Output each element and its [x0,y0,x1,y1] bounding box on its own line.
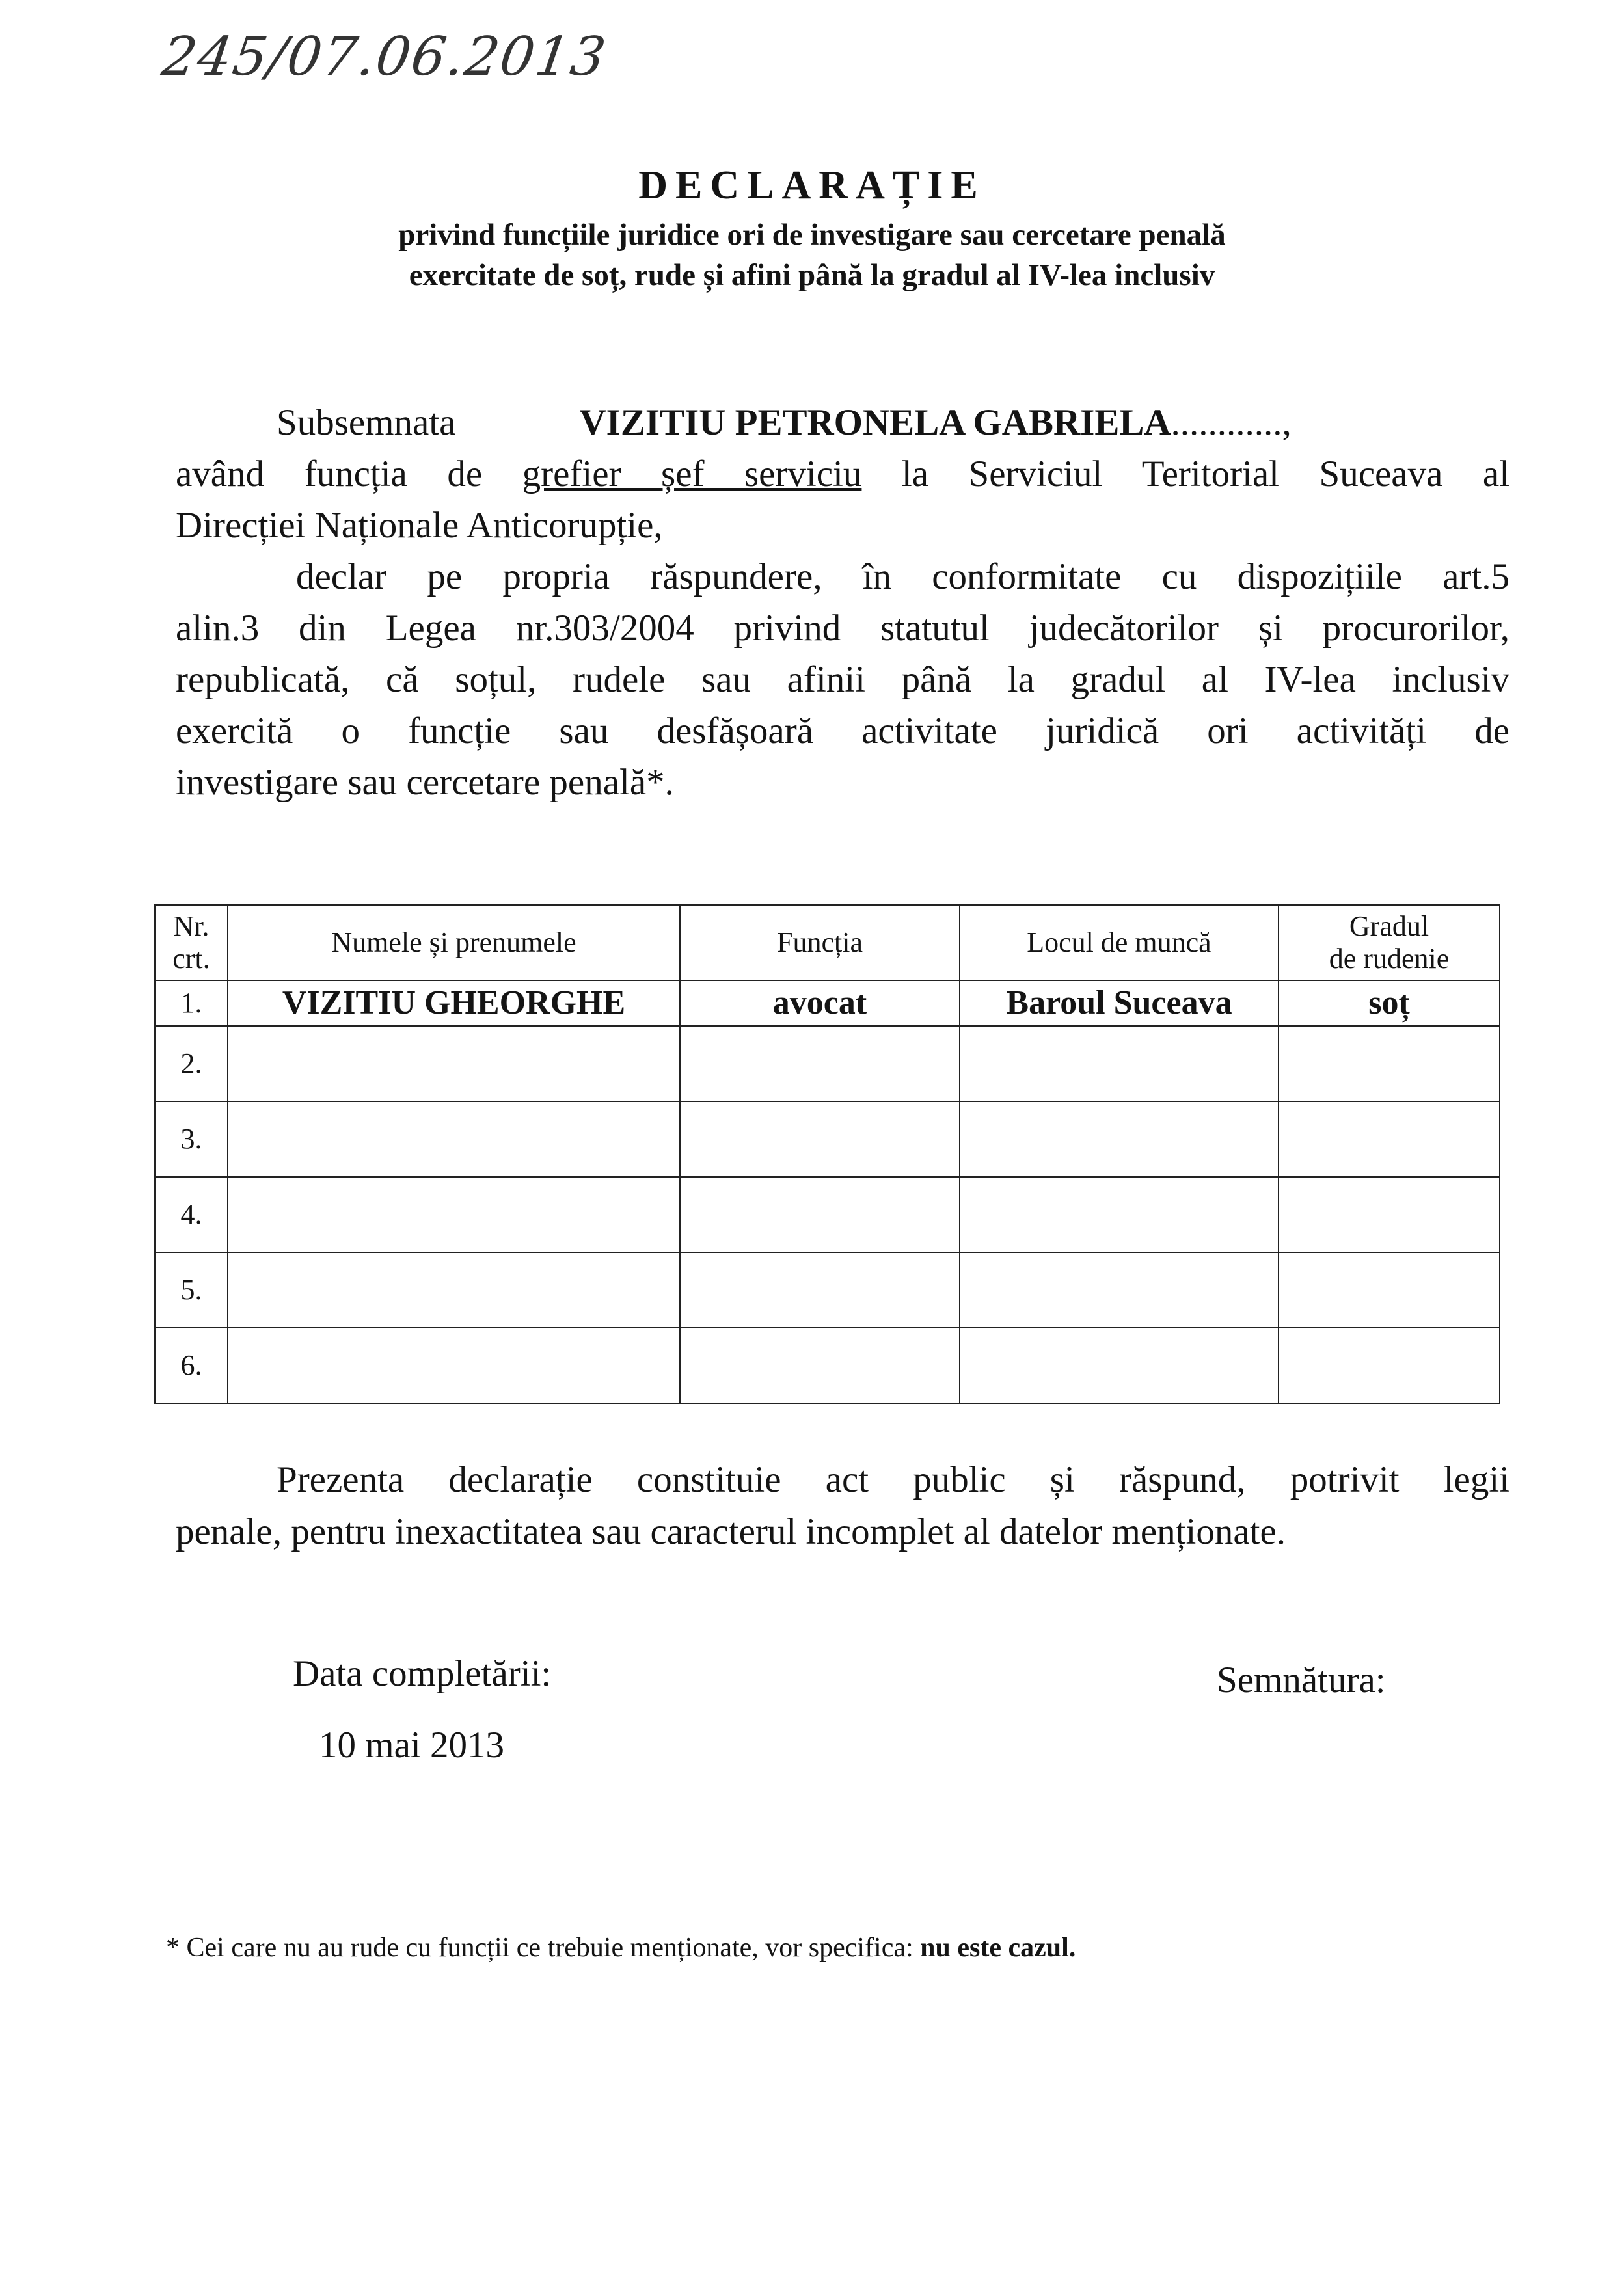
declarant-line [176,397,1509,448]
header-function: Funcția [680,905,960,980]
statement-line-4: exercită o funcție sau desfășoară activitate juridică ori activități de [176,710,1509,751]
header-name: Numele și prenumele [228,905,680,980]
cell-workplace [960,1026,1279,1101]
cell-workplace: Baroul Suceava [960,980,1279,1026]
date-value: 10 mai 2013 [319,1725,504,1766]
position-suffix: la Serviciul Teritorial Suceava al [901,453,1510,494]
table-row [155,1101,1500,1177]
subtitle-line-2: exercitate de soț, rude și afini până la gradul al IV-lea inclusiv [409,258,1215,292]
cell-degree [1279,1252,1500,1328]
footnote-bold: nu este cazul. [920,1933,1076,1963]
closing-statement [176,1454,1509,1558]
cell-name [228,1177,680,1252]
cell-workplace [960,1252,1279,1328]
cell-nr: 1. [155,980,228,1026]
closing-line-2: penale, pentru inexactitatea sau caracterul incomplet al datelor menționate. [176,1511,1286,1552]
date-label: Data completării: [293,1653,552,1694]
position-prefix: având funcția de [176,453,483,494]
header-nr: Nr. crt. [155,905,228,980]
declaration-body [176,397,1509,808]
cell-nr: 3. [155,1101,228,1177]
handwritten-registration-note: 245/07.06.2013 [158,26,611,88]
cell-nr: 6. [155,1328,228,1403]
statement-line-1: declar pe propria răspundere, în conformitate cu dispozițiile art.5 [296,556,1509,597]
cell-name [228,1328,680,1403]
statement-line-5: investigare sau cercetare penală*. [176,762,674,803]
table-header-row [155,905,1500,980]
cell-degree [1279,1328,1500,1403]
declarant-dots: ............, [1171,402,1292,443]
cell-name [228,1252,680,1328]
relatives-table [154,904,1500,1404]
cell-degree [1279,1177,1500,1252]
cell-nr: 4. [155,1177,228,1252]
table-row [155,1177,1500,1252]
cell-function: avocat [680,980,960,1026]
cell-degree [1279,1026,1500,1101]
cell-name [228,1026,680,1101]
declarant-name: VIZITIU PETRONELA GABRIELA [579,402,1171,443]
footnote [166,1932,1076,1963]
table-row [155,1026,1500,1101]
document-title: DECLARAȚIE [638,163,986,208]
cell-name: VIZITIU GHEORGHE [228,980,680,1026]
document-subtitle [0,215,1624,295]
cell-workplace [960,1101,1279,1177]
statement-line-2: alin.3 din Legea nr.303/2004 privind statutul judecătorilor și procurorilor, [176,608,1509,649]
statement-line-3: republicată, că soțul, rudele sau afinii până la gradul al IV-lea inclusiv [176,659,1509,700]
cell-workplace [960,1328,1279,1403]
table-row [155,980,1500,1026]
cell-workplace [960,1177,1279,1252]
cell-function [680,1177,960,1252]
cell-function [680,1101,960,1177]
cell-degree [1279,1101,1500,1177]
cell-function [680,1026,960,1101]
cell-name [228,1101,680,1177]
position-line-2: Direcției Naționale Anticorupție, [176,505,663,546]
header-degree: Gradul de rudenie [1279,905,1500,980]
table-row [155,1252,1500,1328]
cell-function [680,1252,960,1328]
declarant-label: Subsemnata [277,402,456,443]
position-line [176,448,1509,500]
cell-nr: 5. [155,1252,228,1328]
table-row [155,1328,1500,1403]
position-role: grefier șef serviciu [522,453,862,494]
cell-function [680,1328,960,1403]
signature-label: Semnătura: [1217,1660,1386,1701]
cell-degree: soț [1279,980,1500,1026]
header-workplace: Locul de muncă [960,905,1279,980]
cell-nr: 2. [155,1026,228,1101]
closing-line-1: Prezenta declarație constituie act public și răspund, potrivit legii [277,1459,1509,1500]
footnote-text: * Cei care nu au rude cu funcții ce trebuie menționate, vor specifica: [166,1933,914,1963]
subtitle-line-1: privind funcțiile juridice ori de investigare sau cercetare penală [398,218,1226,252]
